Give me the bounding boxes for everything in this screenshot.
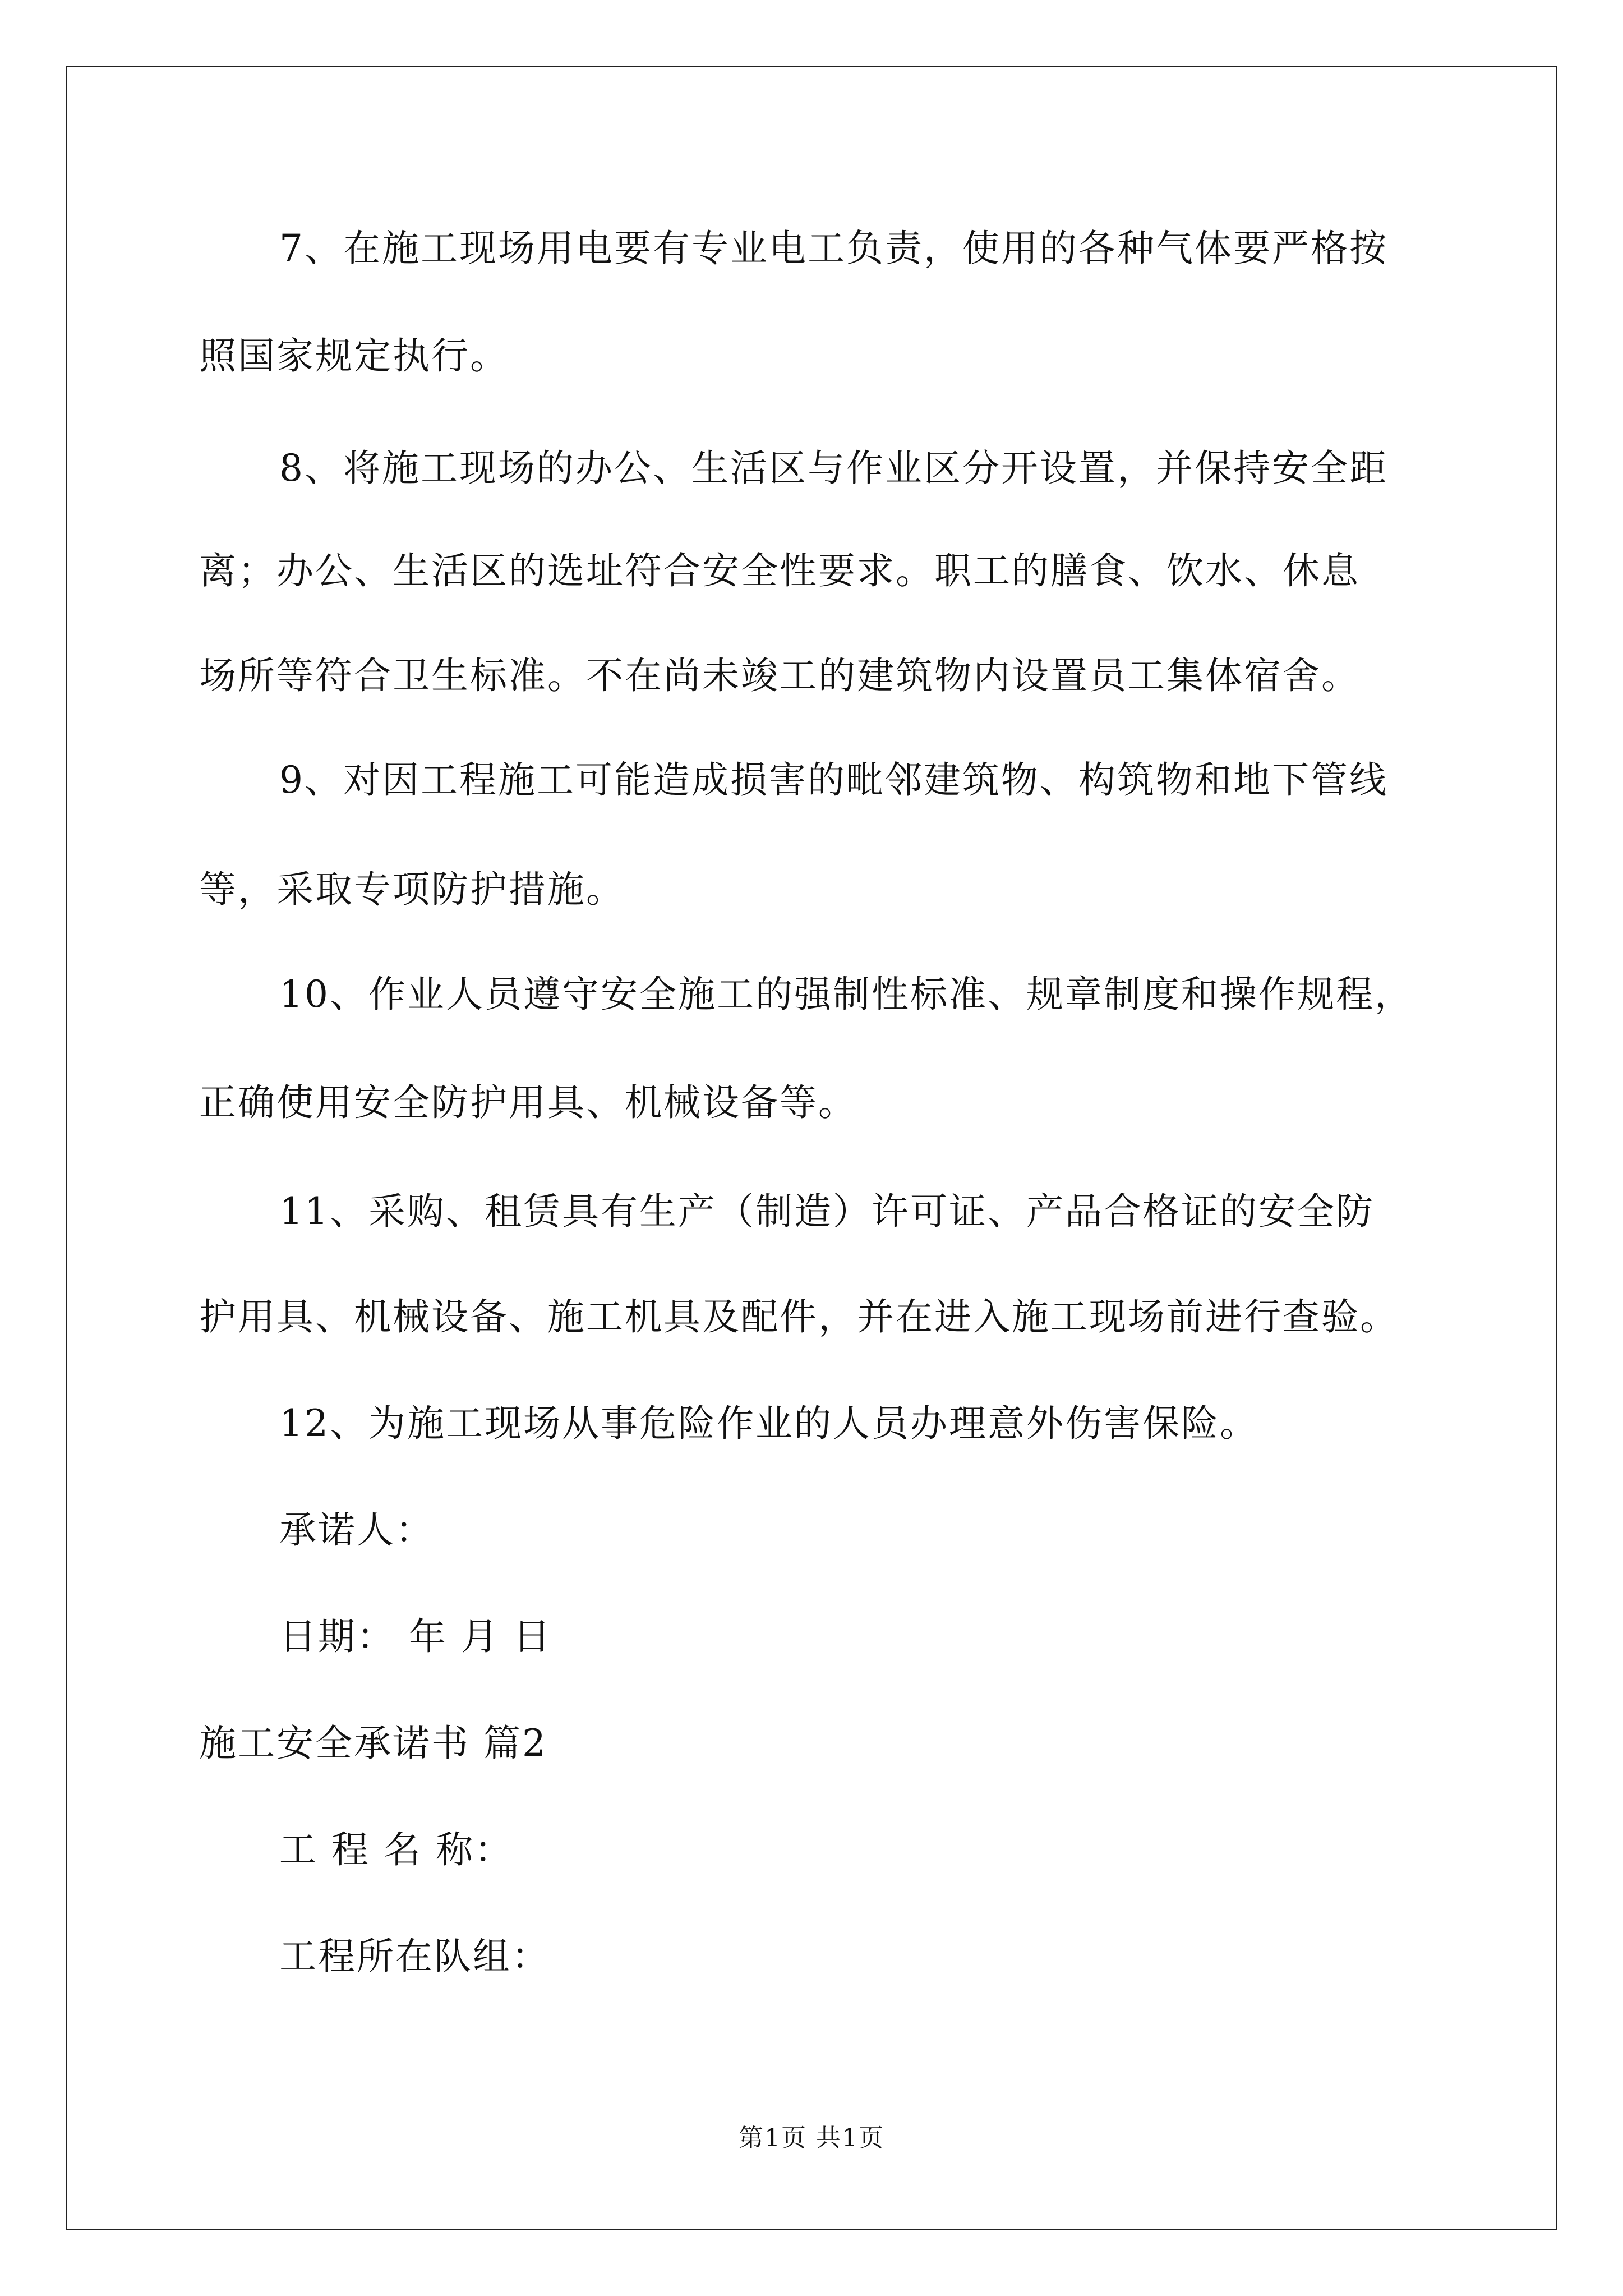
text-line: 场所等符合卫生标准。不在尚未竣工的建筑物内设置员工集体宿舍。 <box>199 654 1360 697</box>
text-line: 11、采购、租赁具有生产（制造）许可证、产品合格证的安全防 <box>279 1190 1375 1233</box>
project-name-label: 工 程 名 称： <box>279 1828 513 1871</box>
text-line: 8、将施工现场的办公、生活区与作业区分开设置，并保持安全距 <box>279 447 1388 490</box>
text-line: 7、在施工现场用电要有专业电工负责，使用的各种气体要严格按 <box>279 227 1388 270</box>
page-footer: 第1页 共1页 <box>739 2124 884 2152</box>
signer-label: 承诺人： <box>279 1508 434 1552</box>
text-line: 离；办公、生活区的选址符合安全性要求。职工的膳食、饮水、休息 <box>199 549 1360 592</box>
text-line: 等，采取专项防护措施。 <box>199 868 625 911</box>
text-line: 10、作业人员遵守安全施工的强制性标准、规章制度和操作规程， <box>279 973 1413 1016</box>
project-team-label: 工程所在队组： <box>279 1935 550 1978</box>
section-heading: 施工安全承诺书 篇2 <box>199 1722 547 1765</box>
text-line: 9、对因工程施工可能造成损害的毗邻建筑物、构筑物和地下管线 <box>279 758 1388 802</box>
text-line: 护用具、机械设备、施工机具及配件，并在进入施工现场前进行查验。 <box>199 1295 1399 1338</box>
date-label: 日期： 年 月 日 <box>279 1615 552 1658</box>
text-line: 12、为施工现场从事危险作业的人员办理意外伤害保险。 <box>279 1402 1258 1445</box>
page-border <box>66 66 1557 2230</box>
text-line: 正确使用安全防护用具、机械设备等。 <box>199 1081 857 1124</box>
text-line: 照国家规定执行。 <box>199 334 509 378</box>
